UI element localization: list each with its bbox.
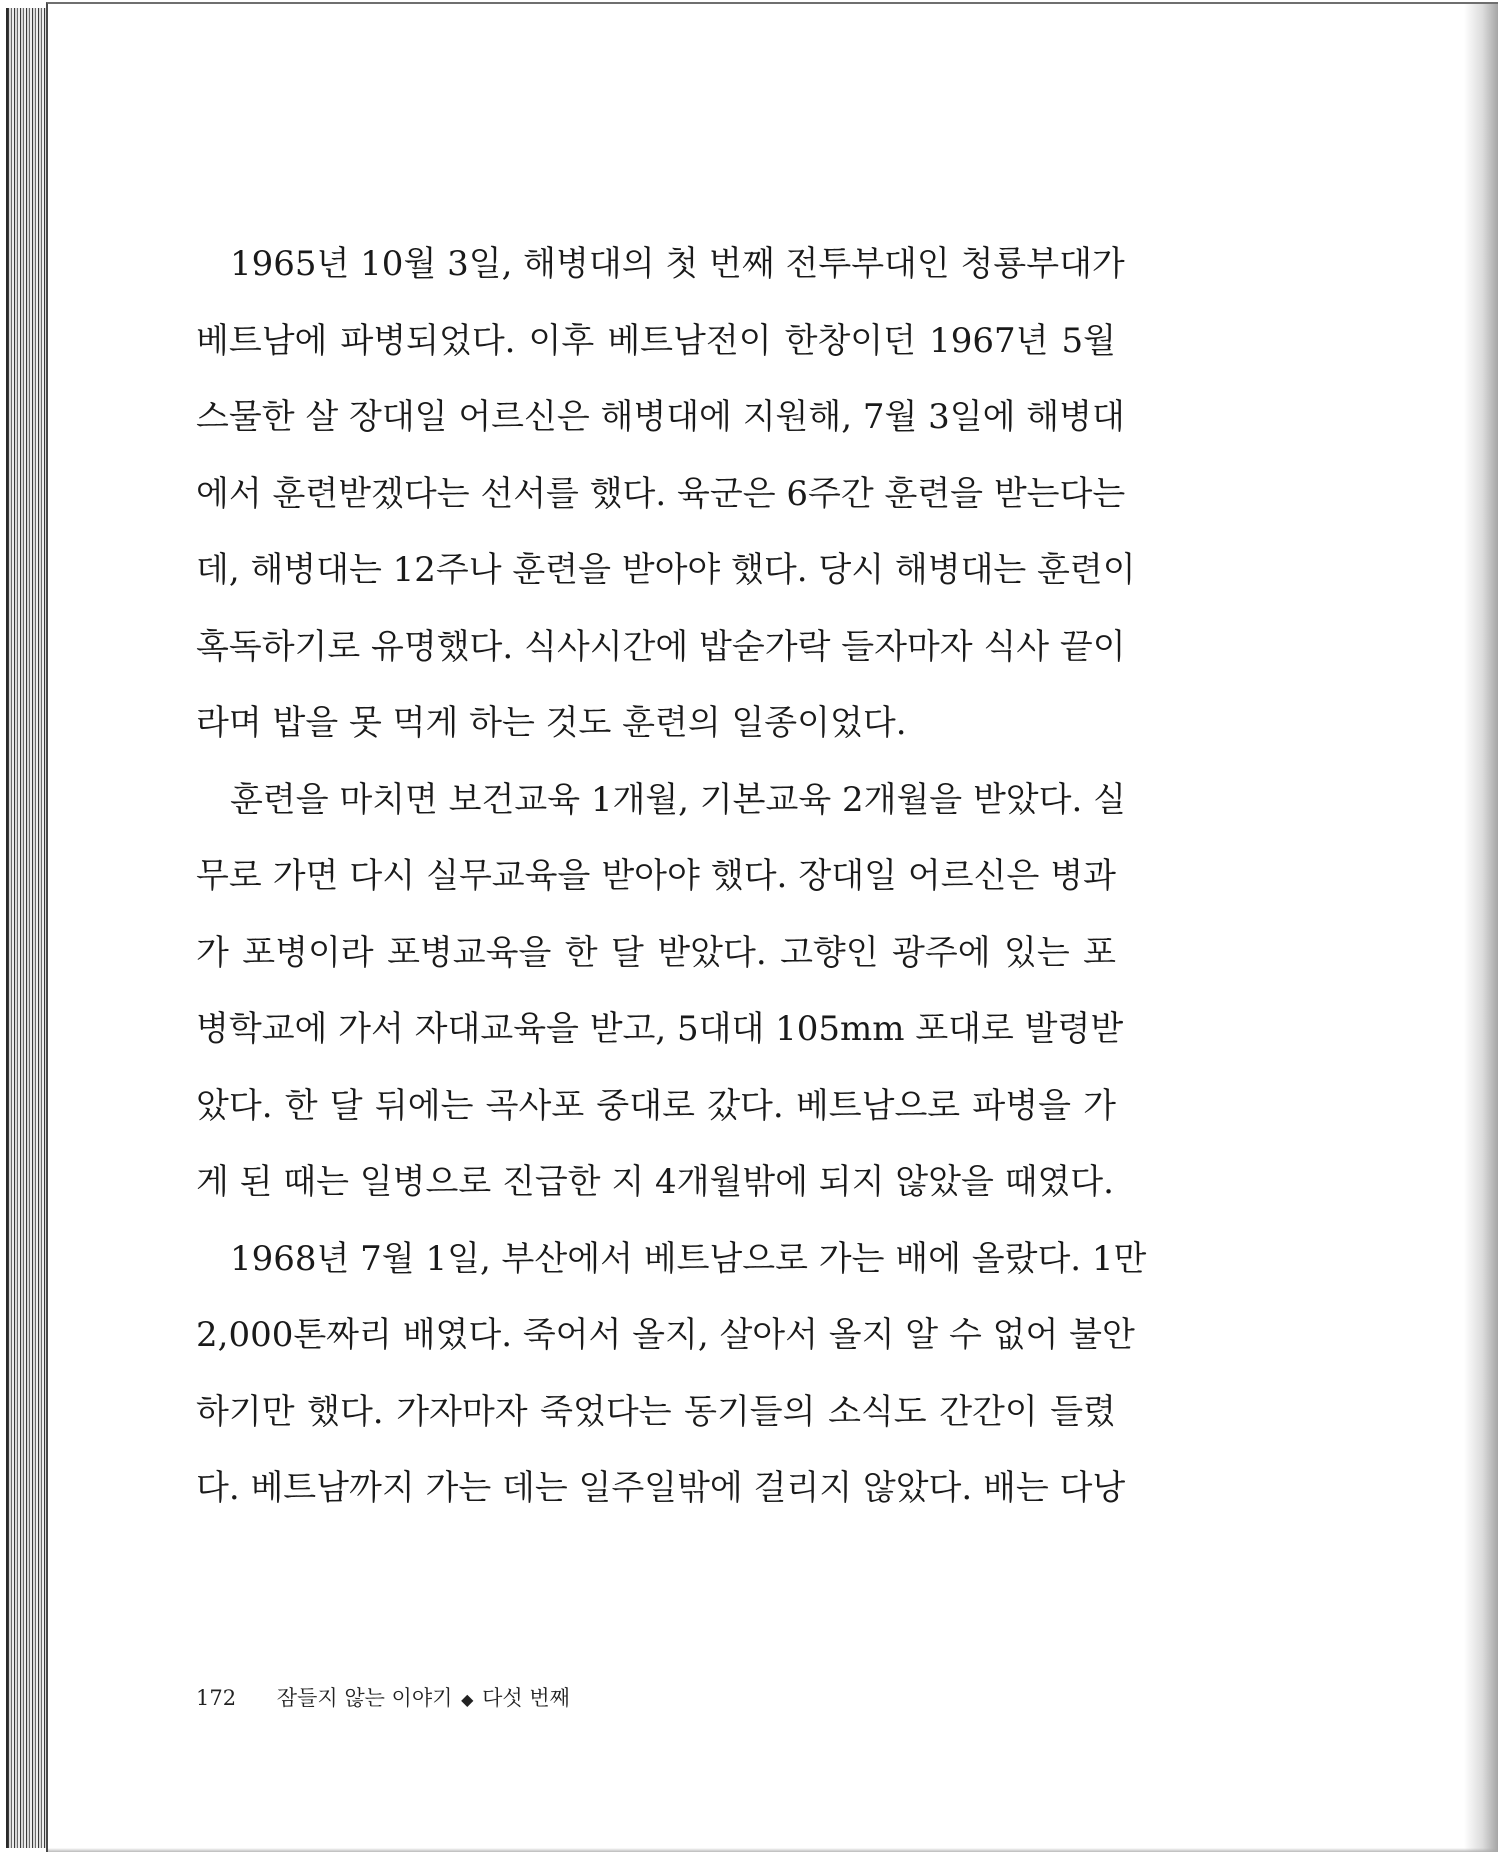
- page-footer: [196, 1682, 570, 1712]
- text-line: 라며 밥을 못 먹게 하는 것도 훈련의 일종이었다.: [196, 703, 907, 743]
- text-line: 1968년 7월 1일, 부산에서 베트남으로 가는 배에 올랐다. 1만: [230, 1238, 1147, 1279]
- text-line: 베트남에 파병되었다. 이후 베트남전이 한창이던 1967년 5월: [196, 320, 1116, 361]
- section-title: 다섯 번째: [482, 1686, 570, 1710]
- book-title: 잠들지 않는 이야기: [276, 1686, 453, 1710]
- diamond-separator-icon: ◆: [461, 1690, 474, 1709]
- text-line: 데, 해병대는 12주나 훈련을 받아야 했다. 당시 해병대는 훈련이: [196, 550, 1136, 590]
- text-line: 혹독하기로 유명했다. 식사시간에 밥숟가락 들자마자 식사 끝이: [196, 626, 1126, 667]
- text-line: 1965년 10월 3일, 해병대의 첫 번째 전투부대인 청룡부대가: [230, 244, 1125, 284]
- text-line: 게 된 때는 일병으로 진급한 지 4개월밖에 되지 않았을 때였다.: [196, 1162, 1114, 1202]
- text-line: 2,000톤짜리 배였다. 죽어서 올지, 살아서 올지 알 수 없어 불안: [196, 1315, 1135, 1355]
- page-bottom-edge: [48, 1848, 1498, 1852]
- text-line: 에서 훈련받겠다는 선서를 했다. 육군은 6주간 훈련을 받는다는: [196, 473, 1126, 514]
- text-line: 병학교에 가서 자대교육을 받고, 5대대 105mm 포대로 발령받: [196, 1009, 1124, 1049]
- body-text: [196, 226, 1147, 1527]
- page-right-shadow: [1464, 4, 1498, 1852]
- text-line: 다. 베트남까지 가는 데는 일주일밖에 걸리지 않았다. 배는 다낭: [196, 1468, 1126, 1508]
- text-line: 가 포병이라 포병교육을 한 달 받았다. 고향인 광주에 있는 포: [196, 932, 1116, 973]
- text-line: 스물한 살 장대일 어르신은 해병대에 지원해, 7월 3일에 해병대: [196, 397, 1125, 437]
- text-line: 하기만 했다. 가자마자 죽었다는 동기들의 소식도 간간이 들렸: [196, 1391, 1116, 1432]
- page-number: 172: [196, 1686, 237, 1710]
- text-line: 훈련을 마치면 보건교육 1개월, 기본교육 2개월을 받았다. 실: [230, 779, 1126, 820]
- text-line: 았다. 한 달 뒤에는 곡사포 중대로 갔다. 베트남으로 파병을 가: [196, 1085, 1116, 1126]
- text-line: 무로 가면 다시 실무교육을 받아야 했다. 장대일 어르신은 병과: [196, 856, 1116, 896]
